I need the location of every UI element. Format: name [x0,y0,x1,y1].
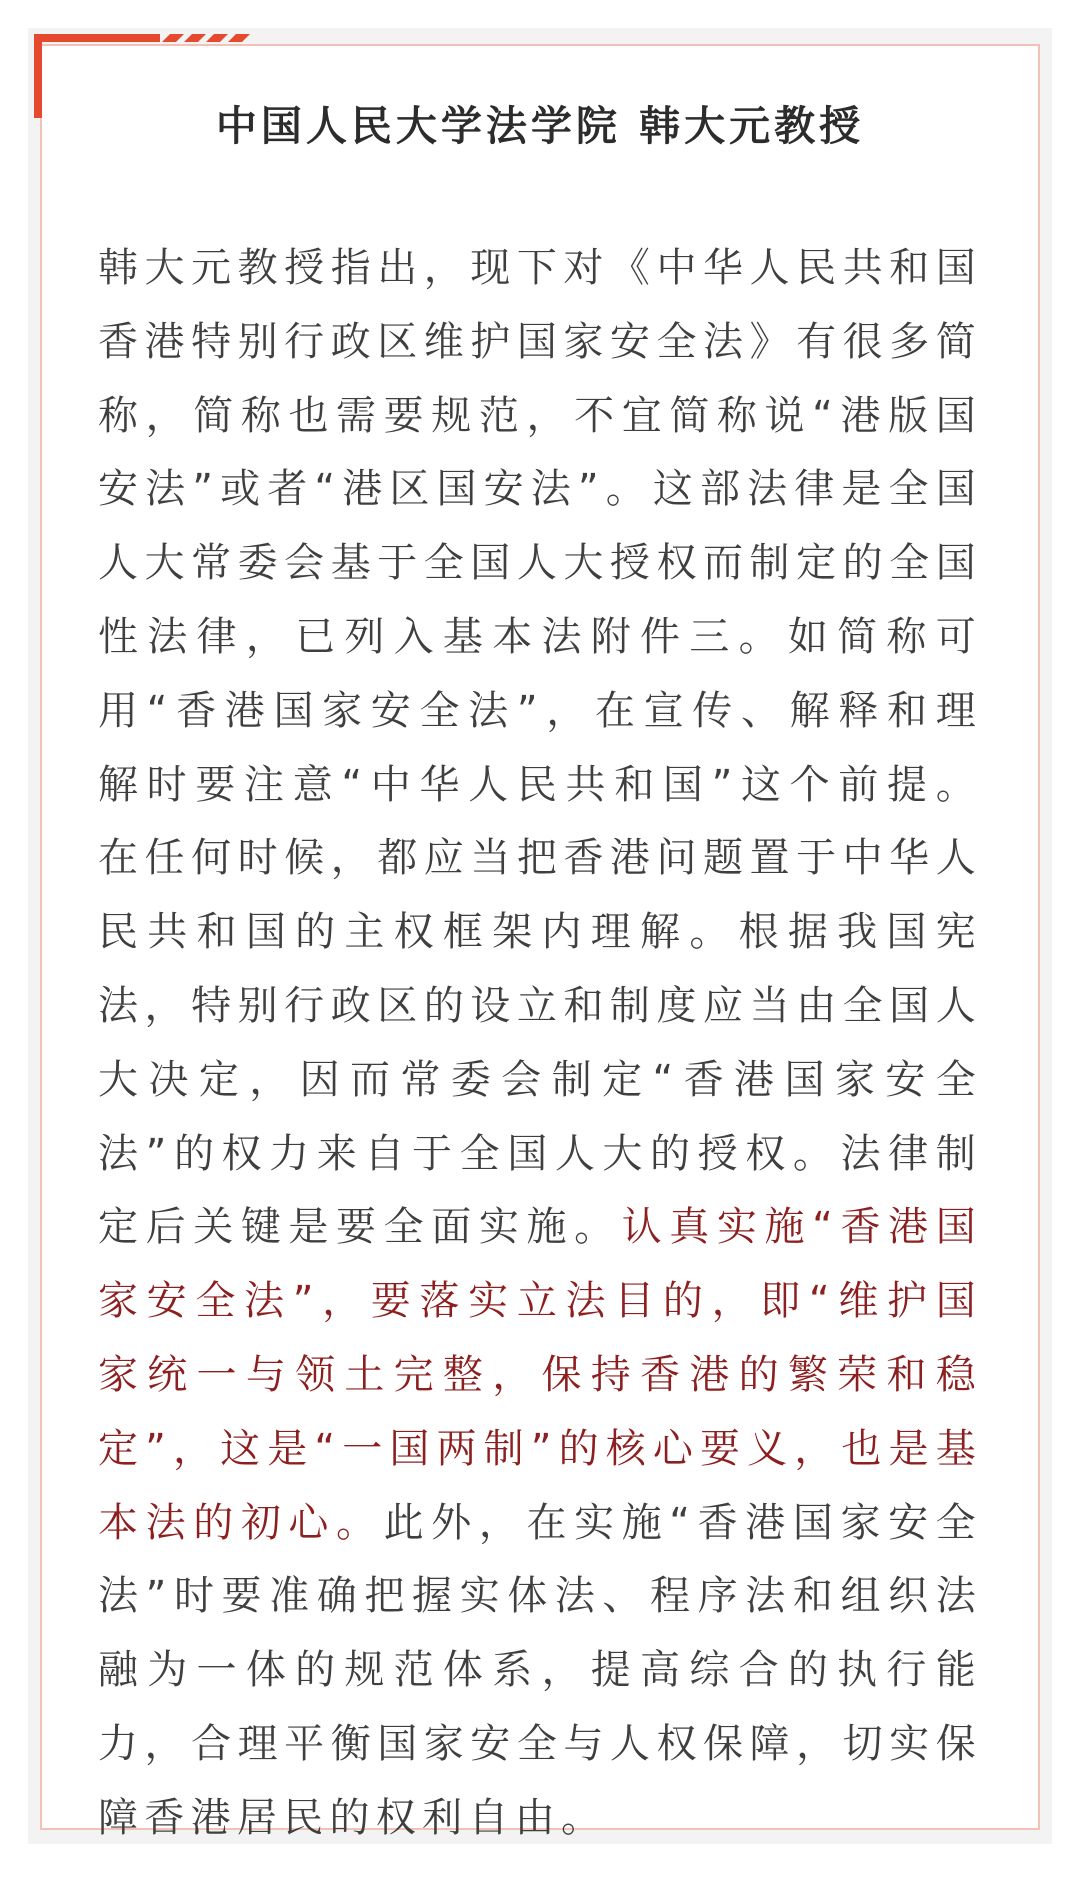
corner-accent-stripe [206,34,228,42]
paragraph-text: 此外，在实施“香港国家安全法”时要准确把握实体法、程序法和组织法融为一体的规范体系，提高综合的执行能力，合理平衡国家安全与人权保障，切实保障香港居民的权利自由。 [98,1499,982,1841]
corner-accent-stripe [184,34,206,42]
corner-accent-stripe [162,34,184,42]
page-title: 中国人民大学法学院 韩大元教授 [215,102,865,150]
article-paragraph [98,232,982,1856]
corner-accent-stripe [228,34,250,42]
paragraph-text: 韩大元教授指出，现下对《中华人民共和国香港特别行政区维护国家安全法》有很多简称，简称也需要规范，不宜简称说“港版国安法”或者“港区国安法”。这部法律是全国人大常委会基于全国人大授权而制定的全国性法律，已列入基本法附件三。如简称可用“香港国家安全法”，在宣传、解释和理解时要注意“中华人民共和国”这个前提。在任何时候，都应当把香港问题置于中华人民共和国的主权框架内理解。根据我国宪法，特别行政区的设立和制度应当由全国人大决定，因而常委会制定“香港国家安全法”的权力来自于全国人大的授权。法律制定后关键是要全面实施。 [98,245,982,1251]
highlighted-text: 认真实施“香港国家安全法”，要落实立法目的，即“维护国家统一与领土完整，保持香港的繁荣和稳定”，这是“一国两制”的核心要义，也是基本法的初心。 [98,1204,982,1546]
corner-accent-bar [34,34,160,42]
